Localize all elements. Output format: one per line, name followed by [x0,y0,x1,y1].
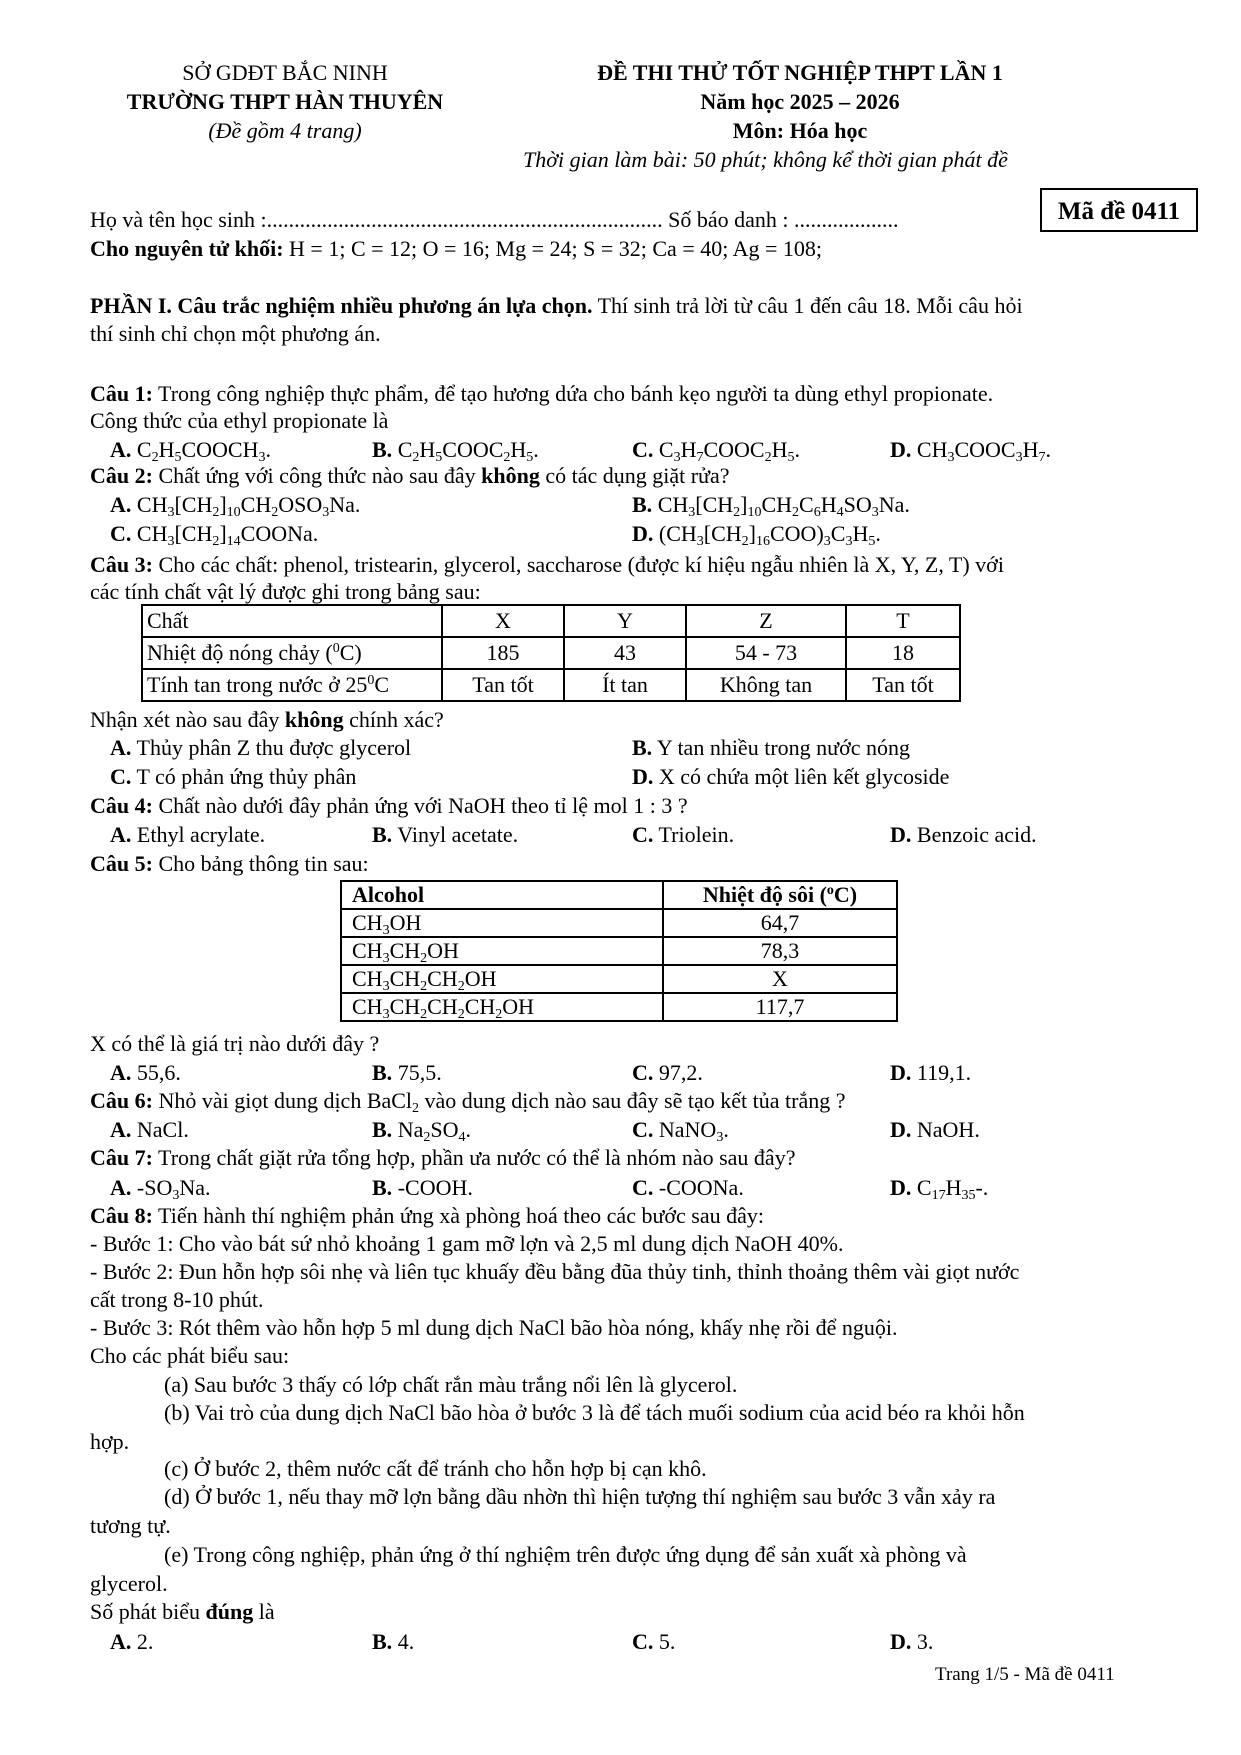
question-2: Câu 2: Chất ứng với công thức nào sau đây không có tác dụng giặt rửa? [90,463,730,488]
table-cell: 43 [564,637,686,669]
q3-properties-table [141,604,961,702]
q6-option-b[interactable]: B. $Na_2SO_4$. [372,1117,471,1145]
table-header: T [846,605,960,637]
q5-option-d[interactable]: D. 119,1. [890,1060,972,1085]
q1-option-a[interactable]: A. $C_2H_5COOCH_3$. [110,437,271,465]
table-row [142,669,960,701]
q3-option-b[interactable]: B. Y tan nhiều trong nước nóng [632,735,910,760]
q8-statement-c: (c) Ở bước 2, thêm nước cất để tránh cho hỗn hợp bị cạn khô. [164,1456,707,1481]
q2-option-b[interactable]: B. $CH_3[CH_2]_{10}CH_2C_6H_4SO_3Na$. [632,492,910,520]
question-4: Câu 4: Chất nào dưới đây phản ứng với NaOH theo tỉ lệ mol 1 : 3 ? [90,793,688,818]
q2-option-a[interactable]: A. $CH_3[CH_2]_{10}CH_2OSO_3Na$. [110,492,361,520]
q5-option-c[interactable]: C. 97,2. [632,1060,703,1085]
table-row [341,909,897,937]
table-cell: 18 [846,637,960,669]
q8-statement-e: (e) Trong công nghiệp, phản ứng ở thí nghiệm trên được ứng dụng để sản xuất xà phòng và [164,1542,967,1567]
table-row-label: Nhiệt độ nóng chảy ($^0$C) [142,637,442,669]
table-cell: $CH_3CH_2CH_2CH_2OH$ [341,993,663,1021]
question-6: Câu 6: Nhỏ vài giọt dung dịch BaCl$_2$ vào dung dịch nào sau đây sẽ tạo kết tủa trắng ? [90,1088,846,1116]
table-cell: X [663,965,897,993]
table-header: Nhiệt độ sôi ($^o$C) [663,881,897,909]
q8-statement-d: (d) Ở bước 1, nếu thay mỡ lợn bằng dầu nhờn thì hiện tượng thí nghiệm sau bước 3 vẫn xảy ra [164,1484,996,1509]
table-cell: $CH_3OH$ [341,909,663,937]
question-3-line2: các tính chất vật lý được ghi trong bảng sau: [90,579,481,604]
table-cell: Tan tốt [442,669,564,701]
q6-option-c[interactable]: C. NaNO$_3$. [632,1117,729,1145]
table-cell: Tan tốt [846,669,960,701]
table-cell: Không tan [686,669,846,701]
exam-year: Năm học 2025 – 2026 [700,89,900,114]
q4-option-d[interactable]: D. Benzoic acid. [890,822,1037,847]
q8-option-c[interactable]: C. 5. [632,1629,676,1654]
question-8: Câu 8: Tiến hành thí nghiệm phản ứng xà phòng hoá theo các bước sau đây: [90,1203,764,1228]
table-cell: 64,7 [663,909,897,937]
table-row [341,881,897,909]
table-row [341,993,897,1021]
school-name: TRƯỜNG THPT HÀN THUYÊN [126,89,444,114]
table-cell: 117,7 [663,993,897,1021]
table-row [142,637,960,669]
q8-statement-b-cont: hợp. [90,1429,130,1454]
table-header: Y [564,605,686,637]
table-row-label: Tính tan trong nước ở $25^0C$ [142,669,442,701]
exam-code-box: Mã đề 0411 [1040,188,1198,232]
table-cell: 78,3 [663,937,897,965]
exam-time: Thời gian làm bài: 50 phút; không kể thời gian phát đề [523,147,1008,172]
question-1-line2: Công thức của ethyl propionate là [90,408,389,433]
q6-option-a[interactable]: A. NaCl. [110,1117,189,1142]
q7-option-d[interactable]: D. $C_{17}H_{35}-$. [890,1175,989,1203]
part1-heading-2: thí sinh chỉ chọn một phương án. [90,321,381,346]
q2-option-d[interactable]: D. $(CH_3[CH_2]_{16}COO)_3C_3H_5$. [632,521,881,549]
q8-option-d[interactable]: D. 3. [890,1629,934,1654]
q8-ask: Số phát biểu đúng là [90,1599,275,1624]
q8-option-b[interactable]: B. 4. [372,1629,415,1654]
atomic-masses: Cho nguyên tử khối: H = 1; C = 12; O = 16; Mg = 24; S = 32; Ca = 40; Ag = 108; [90,236,823,261]
dept-name: SỞ GDĐT BẮC NINH [182,60,388,85]
page-footer: Trang 1/5 - Mã đề 0411 [935,1664,1115,1685]
q8-statement-b: (b) Vai trò của dung dịch NaCl bão hòa ở bước 3 là để tách muối sodium của acid béo ra khỏi hỗn [164,1400,1025,1425]
q4-option-a[interactable]: A. Ethyl acrylate. [110,822,266,847]
part1-heading: PHẦN I. Câu trắc nghiệm nhiều phương án lựa chọn. Thí sinh trả lời từ câu 1 đến câu 18. Mỗi câu hỏi [90,293,1023,318]
question-5: Câu 5: Cho bảng thông tin sau: [90,851,369,876]
table-cell: 185 [442,637,564,669]
q6-option-d[interactable]: D. NaOH. [890,1117,980,1142]
table-header: Z [686,605,846,637]
pages-note: (Đề gồm 4 trang) [208,118,362,143]
q8-step-2: - Bước 2: Đun hỗn hợp sôi nhẹ và liên tục khuấy đều bằng đũa thủy tinh, thỉnh thoảng thêm vài giọt nước [90,1259,1020,1284]
question-5-ask: X có thể là giá trị nào dưới đây ? [90,1031,380,1056]
q5-option-a[interactable]: A. 55,6. [110,1060,181,1085]
q4-option-c[interactable]: C. Triolein. [632,822,735,847]
q2-option-c[interactable]: C. $CH_3[CH_2]_{14}COONa$. [110,521,319,549]
exam-title: ĐỀ THI THỬ TỐT NGHIỆP THPT LẦN 1 [597,60,1003,85]
q3-option-d[interactable]: D. X có chứa một liên kết glycoside [632,764,950,789]
q7-option-a[interactable]: A. $-SO_3Na$. [110,1175,211,1203]
q8-option-a[interactable]: A. 2. [110,1629,154,1654]
question-3-ask: Nhận xét nào sau đây không chính xác? [90,707,444,732]
q8-statement-d-cont: tương tự. [90,1513,171,1538]
q7-option-b[interactable]: B. -COOH. [372,1175,473,1200]
q8-step-1: - Bước 1: Cho vào bát sứ nhỏ khoảng 1 gam mỡ lợn và 2,5 ml dung dịch NaOH 40%. [90,1231,844,1256]
q8-intro: Cho các phát biểu sau: [90,1343,290,1368]
table-header: X [442,605,564,637]
q1-option-b[interactable]: B. $C_2H_5COOC_2H_5$. [372,437,539,465]
q3-option-c[interactable]: C. T có phản ứng thủy phân [110,764,357,789]
table-row [341,937,897,965]
student-info-line: Họ và tên học sinh :........................................................................ Số báo danh : ................... [90,207,899,232]
question-7: Câu 7: Trong chất giặt rửa tổng hợp, phần ưa nước có thể là nhóm nào sau đây? [90,1145,796,1170]
exam-subject: Môn: Hóa học [732,118,868,143]
q8-statement-a: (a) Sau bước 3 thấy có lớp chất rắn màu trắng nổi lên là glycerol. [164,1372,738,1397]
q1-option-c[interactable]: C. $C_3H_7COOC_2H_5$. [632,437,800,465]
q3-option-a[interactable]: A. Thủy phân Z thu được glycerol [110,735,412,760]
q8-statement-e-cont: glycerol. [90,1571,168,1596]
q8-step-2-cont: cất trong 8-10 phút. [90,1287,264,1312]
table-header: Alcohol [341,881,663,909]
q1-option-d[interactable]: D. $CH_3COOC_3H_7$. [890,437,1051,465]
table-row [142,605,960,637]
q7-option-c[interactable]: C. -COONa. [632,1175,744,1200]
question-1: Câu 1: Trong công nghiệp thực phẩm, để tạo hương dứa cho bánh kẹo người ta dùng ethyl propionate. [90,381,994,406]
table-cell: 54 - 73 [686,637,846,669]
q5-option-b[interactable]: B. 75,5. [372,1060,442,1085]
table-cell: Ít tan [564,669,686,701]
q5-alcohol-table [340,880,898,1022]
question-3: Câu 3: Cho các chất: phenol, tristearin, glycerol, saccharose (được kí hiệu ngẫu nhiên là X, Y, Z, T) với [90,552,1004,577]
table-row [341,965,897,993]
table-cell: $CH_3CH_2CH_2OH$ [341,965,663,993]
q4-option-b[interactable]: B. Vinyl acetate. [372,822,519,847]
q8-step-3: - Bước 3: Rót thêm vào hỗn hợp 5 ml dung dịch NaCl bão hòa nóng, khấy nhẹ rồi để nguội. [90,1315,898,1340]
table-header: Chất [142,605,442,637]
table-cell: $CH_3CH_2OH$ [341,937,663,965]
